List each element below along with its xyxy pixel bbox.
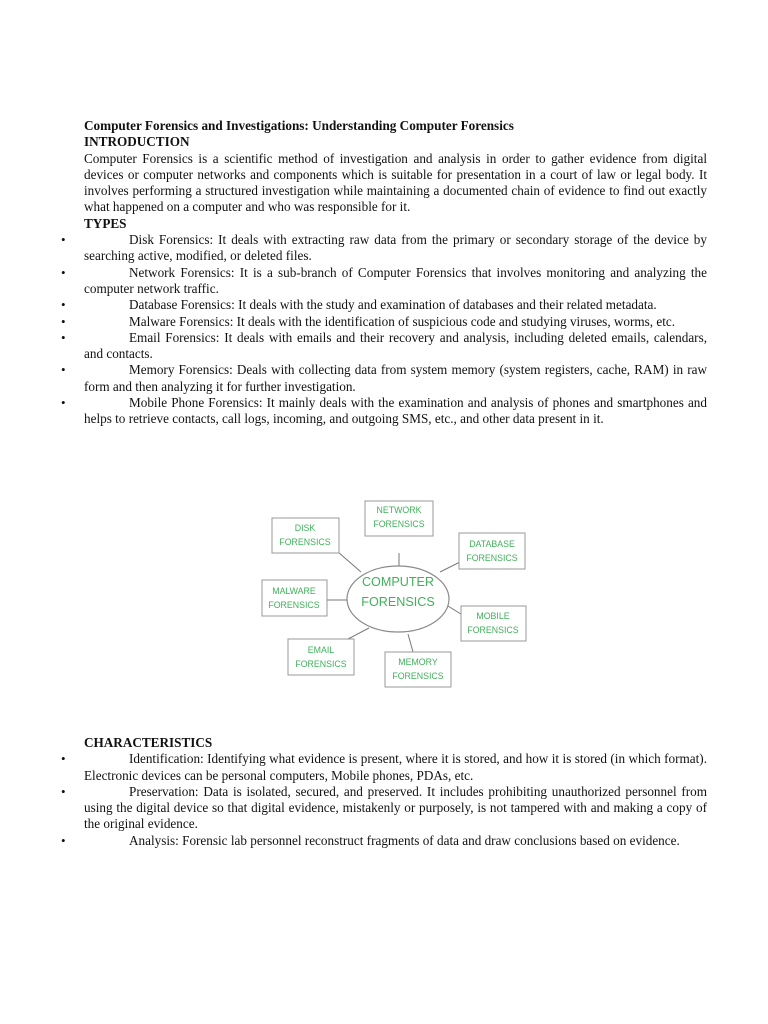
characteristic-preservation-text: Preservation: Data is isolated, secured, and preserved. It includes prohibiting unauthorized personnel from using the digital device so that digital evidence, mistakenly or purposely, is not tampered with and making a copy of the original evidence.	[84, 783, 707, 832]
types-list	[61, 232, 707, 428]
node-memory-label-2: FORENSICS	[392, 671, 444, 681]
type-email-text: Email Forensics: It deals with emails and their recovery and analysis, including deleted emails, calendars, and contacts.	[84, 329, 707, 362]
node-mobile-label-1: MOBILE	[476, 611, 510, 621]
list-item	[61, 783, 707, 833]
introduction-paragraph: Computer Forensics is a scientific method of investigation and analysis in order to gather evidence from digital devices or computer networks and components which is suitable for presentation in a court of law or legal body. It involves performing a structured investigation while maintaining a documented chain of evidence to find out exactly what happened on a computer and who was responsible for it.	[84, 150, 707, 215]
center-node-label-1: COMPUTER	[361, 575, 435, 589]
document-title: Computer Forensics and Investigations: Understanding Computer Forensics	[84, 118, 514, 133]
type-database-text: Database Forensics: It deals with the study and examination of databases and their related metadata.	[129, 297, 657, 313]
node-network-label-2: FORENSICS	[373, 519, 425, 529]
node-email-label-1: EMAIL	[307, 645, 335, 655]
bullet-icon: •	[61, 832, 66, 848]
type-memory-text: Memory Forensics: Deals with collecting data from system memory (system registers, cache, RAM) in raw form and then analyzing it for further investigation.	[84, 362, 707, 394]
connector-email	[348, 628, 369, 639]
forensics-diagram	[258, 496, 530, 690]
bullet-icon: •	[61, 329, 66, 345]
forensics-diagram-svg	[258, 496, 530, 690]
list-item	[61, 395, 707, 428]
center-node-label-2: FORENSICS	[361, 595, 435, 609]
characteristics-heading: CHARACTERISTICS	[84, 735, 213, 750]
node-disk-label-2: FORENSICS	[279, 537, 331, 547]
list-item	[61, 362, 707, 395]
bullet-icon: •	[61, 395, 66, 411]
node-malware-label-1: MALWARE	[272, 586, 316, 596]
list-item	[61, 832, 707, 849]
node-malware-label-2: FORENSICS	[268, 600, 320, 610]
type-mobile-text: Mobile Phone Forensics: It mainly deals with the examination and analysis of phones and smartphones and helps to retrieve contacts, call logs, incoming, and outgoing SMS, etc., and other data present in it.	[84, 395, 707, 427]
characteristics-list	[61, 751, 707, 849]
characteristic-analysis-text: Analysis: Forensic lab personnel reconstruct fragments of data and draw conclusions based on evidence.	[129, 832, 680, 848]
node-network-label-1: NETWORK	[376, 505, 422, 515]
introduction-heading: INTRODUCTION	[84, 134, 190, 150]
connector-database	[440, 562, 460, 572]
node-mobile-label-2: FORENSICS	[467, 625, 519, 635]
node-database-label-2: FORENSICS	[466, 553, 518, 563]
main-text-block	[61, 118, 707, 428]
list-item	[61, 232, 707, 265]
connector-disk	[338, 552, 361, 572]
characteristic-identification-text: Identification: Identifying what evidence is present, where it is stored, and how it is stored (in which format). Electronic devices can be personal computers, Mobile phones, PDAs, etc.	[84, 751, 707, 783]
connector-memory	[408, 634, 413, 652]
type-malware-text: Malware Forensics: It deals with the identification of suspicious code and studying viruses, worms, etc.	[129, 313, 676, 329]
type-disk-text: Disk Forensics: It deals with extracting raw data from the primary or secondary storage of the device by searching active, modified, or deleted files.	[84, 232, 707, 264]
list-item	[61, 751, 707, 784]
node-disk-label-1: DISK	[294, 523, 316, 533]
list-item	[61, 329, 707, 363]
bullet-icon: •	[61, 264, 66, 280]
bullet-icon: •	[61, 313, 66, 329]
node-email-label-2: FORENSICS	[295, 659, 347, 669]
node-memory-label-1: MEMORY	[398, 657, 438, 667]
bullet-icon: •	[61, 783, 66, 799]
types-heading: TYPES	[84, 215, 127, 231]
list-item	[61, 297, 707, 313]
node-database-label-1: DATABASE	[469, 539, 515, 549]
bullet-icon: •	[61, 297, 66, 313]
bullet-icon: •	[61, 232, 66, 248]
list-item	[61, 313, 707, 330]
type-network-text: Network Forensics: It is a sub-branch of Computer Forensics that involves monitoring and analyzing the computer network traffic.	[84, 264, 707, 296]
list-item	[61, 264, 707, 298]
bullet-icon: •	[61, 751, 66, 767]
bullet-icon: •	[61, 362, 66, 378]
characteristics-block	[61, 735, 707, 849]
